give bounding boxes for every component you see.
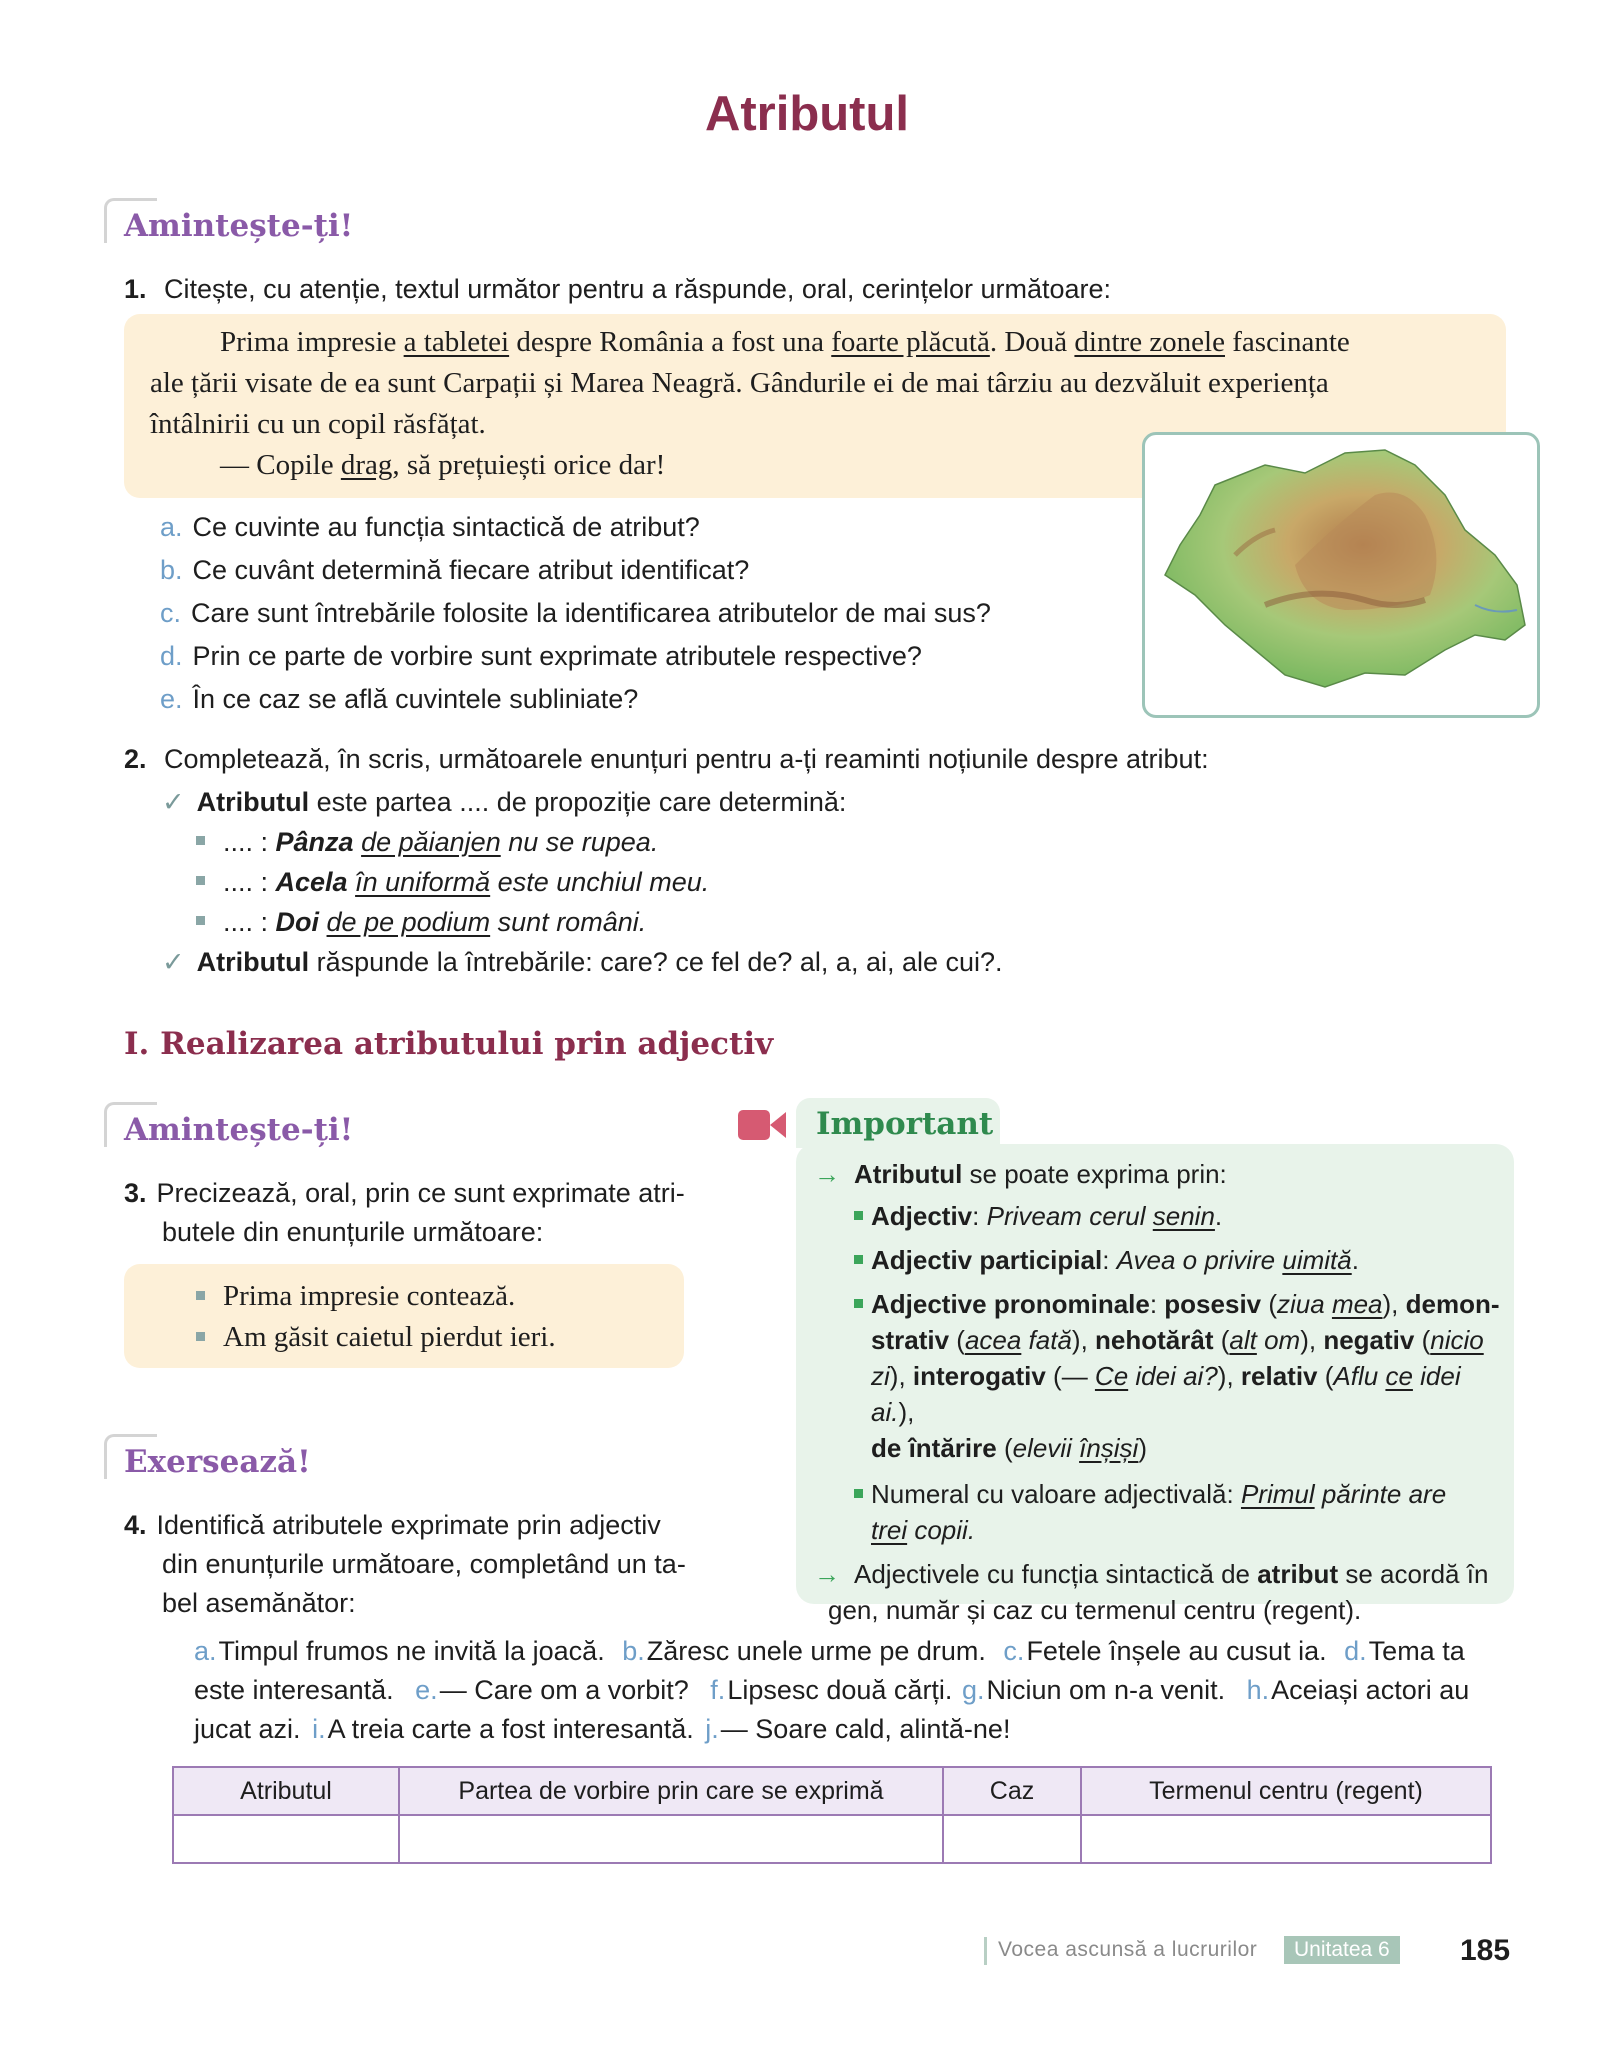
question-1-items [160, 506, 991, 721]
table-header-cell: Termenul centru (regent) [1081, 1767, 1491, 1815]
footer-book-title: Vocea ascunsă a lucrurilor [998, 1938, 1258, 1961]
footer-unit-badge: Unitatea 6 [1284, 1936, 1400, 1964]
section-title: I. Realizarea atributului prin adjectiv [124, 1026, 774, 1062]
section-heading-remember: Amintește-ți! [124, 208, 354, 244]
question-2-items [162, 782, 1003, 982]
section-heading-remember: Amintește-ți! [124, 1112, 354, 1148]
example-sentences [196, 1276, 556, 1358]
important-title: Important [816, 1106, 994, 1142]
table-header-cell: Caz [943, 1767, 1081, 1815]
table-cell[interactable] [943, 1815, 1081, 1863]
important-subpoint: Adjectiv: Priveam cerul senin. [814, 1198, 1504, 1234]
example-item: .... : Acela în uniformă este unchiul meu. [162, 862, 1003, 902]
important-point: → Atributul se poate exprima prin: [814, 1159, 1227, 1189]
table-header-cell: Atributul [173, 1767, 399, 1815]
example-item: .... : Doi de pe podium sunt români. [162, 902, 1003, 942]
romania-map-image [1142, 432, 1540, 718]
question-number: 2. [124, 744, 147, 774]
arrow-right-icon: → [814, 1559, 840, 1589]
bullet-square-icon [854, 1299, 863, 1308]
important-subpoint: Numeral cu valoare adjectivală: Primul părinte are trei copii. [814, 1476, 1504, 1548]
list-item: a. Ce cuvinte au funcția sintactică de atribut? [160, 512, 700, 542]
romania-relief-map [1145, 435, 1537, 715]
section-heading-practice: Exersează! [124, 1444, 311, 1480]
important-subpoint: Adjectiv participial: Avea o privire uimită. [814, 1242, 1504, 1278]
answer-table [172, 1766, 1492, 1864]
bullet-square-icon [196, 836, 205, 845]
table-header-cell: Partea de vorbire prin care se exprimă [399, 1767, 943, 1815]
question-text: Completează, în scris, următoarele enunțuri pentru a-ți reaminti noțiunile despre atribut: [164, 744, 1209, 774]
passage-dialogue: — Copile drag, să prețuiești orice dar! [220, 449, 666, 481]
list-item: c. Care sunt întrebările folosite la identificarea atributelor de mai sus? [160, 598, 991, 628]
table-cell[interactable] [1081, 1815, 1491, 1863]
table-row [173, 1815, 1491, 1863]
bullet-square-icon [196, 916, 205, 925]
question-4: 4. Identifică atributele exprimate prin adjectiv din enunțurile următoare, completând un ta- bel asemănător: [124, 1510, 686, 1618]
sentence-line: a.Timpul frumos ne invită la joacă. b.Zăresc unele urme pe drum. c.Fetele înșele au cusut ia. d.Tema ta [194, 1636, 1465, 1666]
bullet-square-icon [196, 876, 205, 885]
sentence-line: jucat azi. i.A treia carte a fost interesantă. j.— Soare cald, alintă-ne! [194, 1714, 1011, 1744]
page-title: Atributul [704, 87, 910, 141]
bullet-square-icon [854, 1211, 863, 1220]
table-header-row [173, 1767, 1491, 1815]
list-item: Prima impresie contează. [196, 1276, 556, 1317]
list-item: Am găsit caietul pierdut ieri. [196, 1317, 556, 1358]
bullet-square-icon [196, 1332, 205, 1341]
arrow-right-icon: → [814, 1159, 840, 1189]
sentence-line: este interesantă. e.— Care om a vorbit? f.Lipsesc două cărți. g.Niciun om n-a venit. h.Aceiași actori au [194, 1675, 1470, 1705]
list-item: d. Prin ce parte de vorbire sunt exprimate atributele respective? [160, 641, 922, 671]
important-point: → Adjectivele cu funcția sintactică de atribut se acordă în gen, număr și caz cu termenul centru (regent). [814, 1559, 1489, 1625]
footer-divider [984, 1937, 987, 1965]
question-4-sentences [194, 1632, 1514, 1749]
passage-line: Prima impresie a tabletei despre România a fost una foarte plăcută. Două dintre zonele fascinante [220, 326, 1350, 358]
passage-line: întâlnirii cu un copil răsfățat. [150, 408, 486, 440]
bullet-square-icon [854, 1255, 863, 1264]
list-item: e. În ce caz se află cuvintele subliniate? [160, 684, 639, 714]
question-2 [124, 740, 1209, 779]
table-cell[interactable] [399, 1815, 943, 1863]
bullet-square-icon [854, 1489, 863, 1498]
question-number: 1. [124, 274, 147, 304]
important-content [814, 1156, 1504, 1628]
example-item: .... : Pânza de păianjen nu se rupea. [162, 822, 1003, 862]
question-number: 4. [124, 1510, 147, 1540]
question-3: 3. Precizează, oral, prin ce sunt exprimate atri- butele din enunțurile următoare: [124, 1178, 685, 1247]
page-number: 185 [1460, 1934, 1511, 1967]
question-text: Citește, cu atenție, textul următor pentru a răspunde, oral, cerințelor următoare: [164, 274, 1112, 304]
check-item: ✓ Atributul răspunde la întrebările: care? ce fel de? al, a, ai, ale cui?. [162, 947, 1003, 977]
important-subpoint: Adjective pronominale: posesiv (ziua mea), demon- strativ (acea fată), nehotărât (alt om), negativ (nicio zi), interogativ (— Ce idei ai?), relativ (Aflu ce idei ai.), de întărire (elevii înșiși) [814, 1286, 1504, 1466]
video-camera-icon[interactable] [738, 1108, 786, 1142]
checkmark-icon: ✓ [162, 787, 185, 817]
checkmark-icon: ✓ [162, 947, 185, 977]
passage-line: ale țării visate de ea sunt Carpații și Marea Neagră. Gândurile ei de mai târziu au dezvăluit experiența [150, 367, 1329, 399]
table-cell[interactable] [173, 1815, 399, 1863]
question-1 [124, 270, 1111, 309]
question-number: 3. [124, 1178, 147, 1208]
bullet-square-icon [196, 1291, 205, 1300]
list-item: b. Ce cuvânt determină fiecare atribut identificat? [160, 555, 750, 585]
check-item: ✓ Atributul este partea .... de propoziție care determină: [162, 787, 847, 817]
